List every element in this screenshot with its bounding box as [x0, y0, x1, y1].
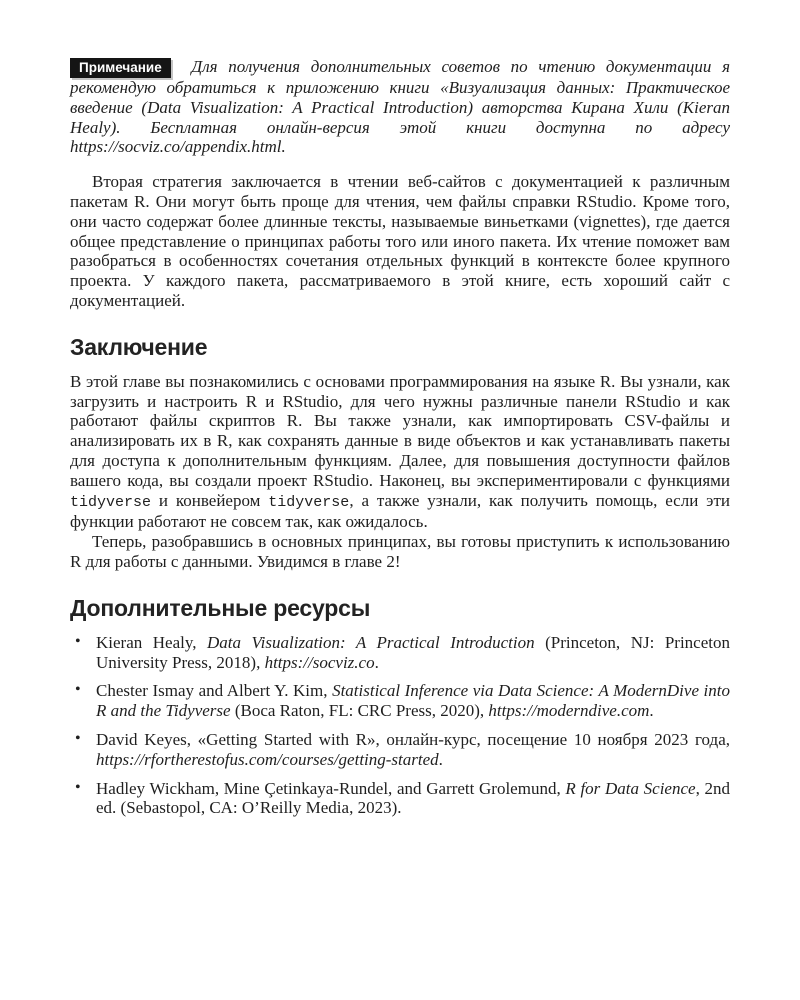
- list-item-keyes: [70, 730, 730, 770]
- note-text: Для получения дополнительных советов по чтению документации я рекомендую обратиться к приложению книги «Визуализация данных: Практическое введение (Data Visualization: A Practical Introduction) авторства Кирана Хили (Kieran Healy). Бесплатная онлайн-версия этой книги доступна по адресу https://socviz.co/appendix.html.: [70, 57, 731, 157]
- bullet-icon: •: [75, 681, 81, 699]
- heading-conclusion: Заключение: [70, 333, 208, 360]
- bullet-icon: •: [75, 632, 81, 650]
- paragraph-strategy: Вторая стратегия заключается в чтении веб-сайтов с документацией к различным пакетам R. Они могут быть проще для чтения, чем файлы справки RStudio. Кроме того, они часто содержат более длинные тексты, называемые виньетками (vignettes), где дается общее представление о принципах работы того или иного пакета. Их чтение поможет вам разобраться в особенностях сочетания отдельных функций в контексте более крупного проекта. У каждого пакета, рассматриваемого в этой книге, есть хороший сайт с документацией.: [70, 172, 730, 310]
- list-item-text: Hadley Wickham, Mine Çetinkaya-Rundel, and Garrett Grolemund, R for Data Science, 2nd ed. (Sebastopol, CA: O’Reilly Media, 2023).: [96, 778, 730, 818]
- list-item-text: Kieran Healy, Data Visualization: A Practical Introduction (Princeton, NJ: Princeton University Press, 2018), https://socviz.co.: [96, 632, 730, 672]
- note-label: Примечание: [70, 58, 171, 78]
- paragraph-conclusion-summary: В этой главе вы познакомились с основами программирования на языке R. Вы узнали, как загрузить и настроить R и RStudio, для чего нужны различные панели RStudio и как работают файлы скриптов R. Вы также узнали, как импортировать CSV-файлы и анализировать их в R, как сохранять данные в виде объектов и как устанавливать пакеты для доступа к дополнительным функциям. Далее, для повышения доступности файлов вашего кода, вы создали проект RStudio. Наконец, вы экспериментировали с функциями tidyverse и конвейером tidyverse, а также узнали, как получить помощь, если эти функции работают не совсем так, как ожидалось.: [70, 371, 730, 532]
- list-item-ismay-kim: [70, 681, 730, 721]
- list-item-healy: [70, 633, 730, 673]
- resources-list: [70, 633, 730, 818]
- bullet-icon: •: [75, 778, 81, 796]
- note-paragraph: [70, 57, 730, 157]
- heading-resources: Дополнительные ресурсы: [70, 594, 371, 621]
- bullet-icon: •: [75, 729, 81, 747]
- paragraph-conclusion-next: Теперь, разобравшись в основных принципах, вы готовы приступить к использованию R для работы с данными. Увидимся в главе 2!: [70, 532, 730, 571]
- list-item-wickham: [70, 779, 730, 819]
- list-item-text: David Keyes, «Getting Started with R», онлайн-курс, посещение 10 ноября 2023 года, https://rfortherestofus.com/courses/getting-started.: [96, 729, 730, 769]
- list-item-text: Chester Ismay and Albert Y. Kim, Statistical Inference via Data Science: A ModernDive into R and the Tidyverse (Boca Raton, FL: CRC Press, 2020), https://moderndive.com.: [96, 681, 730, 721]
- page-content: [70, 57, 730, 827]
